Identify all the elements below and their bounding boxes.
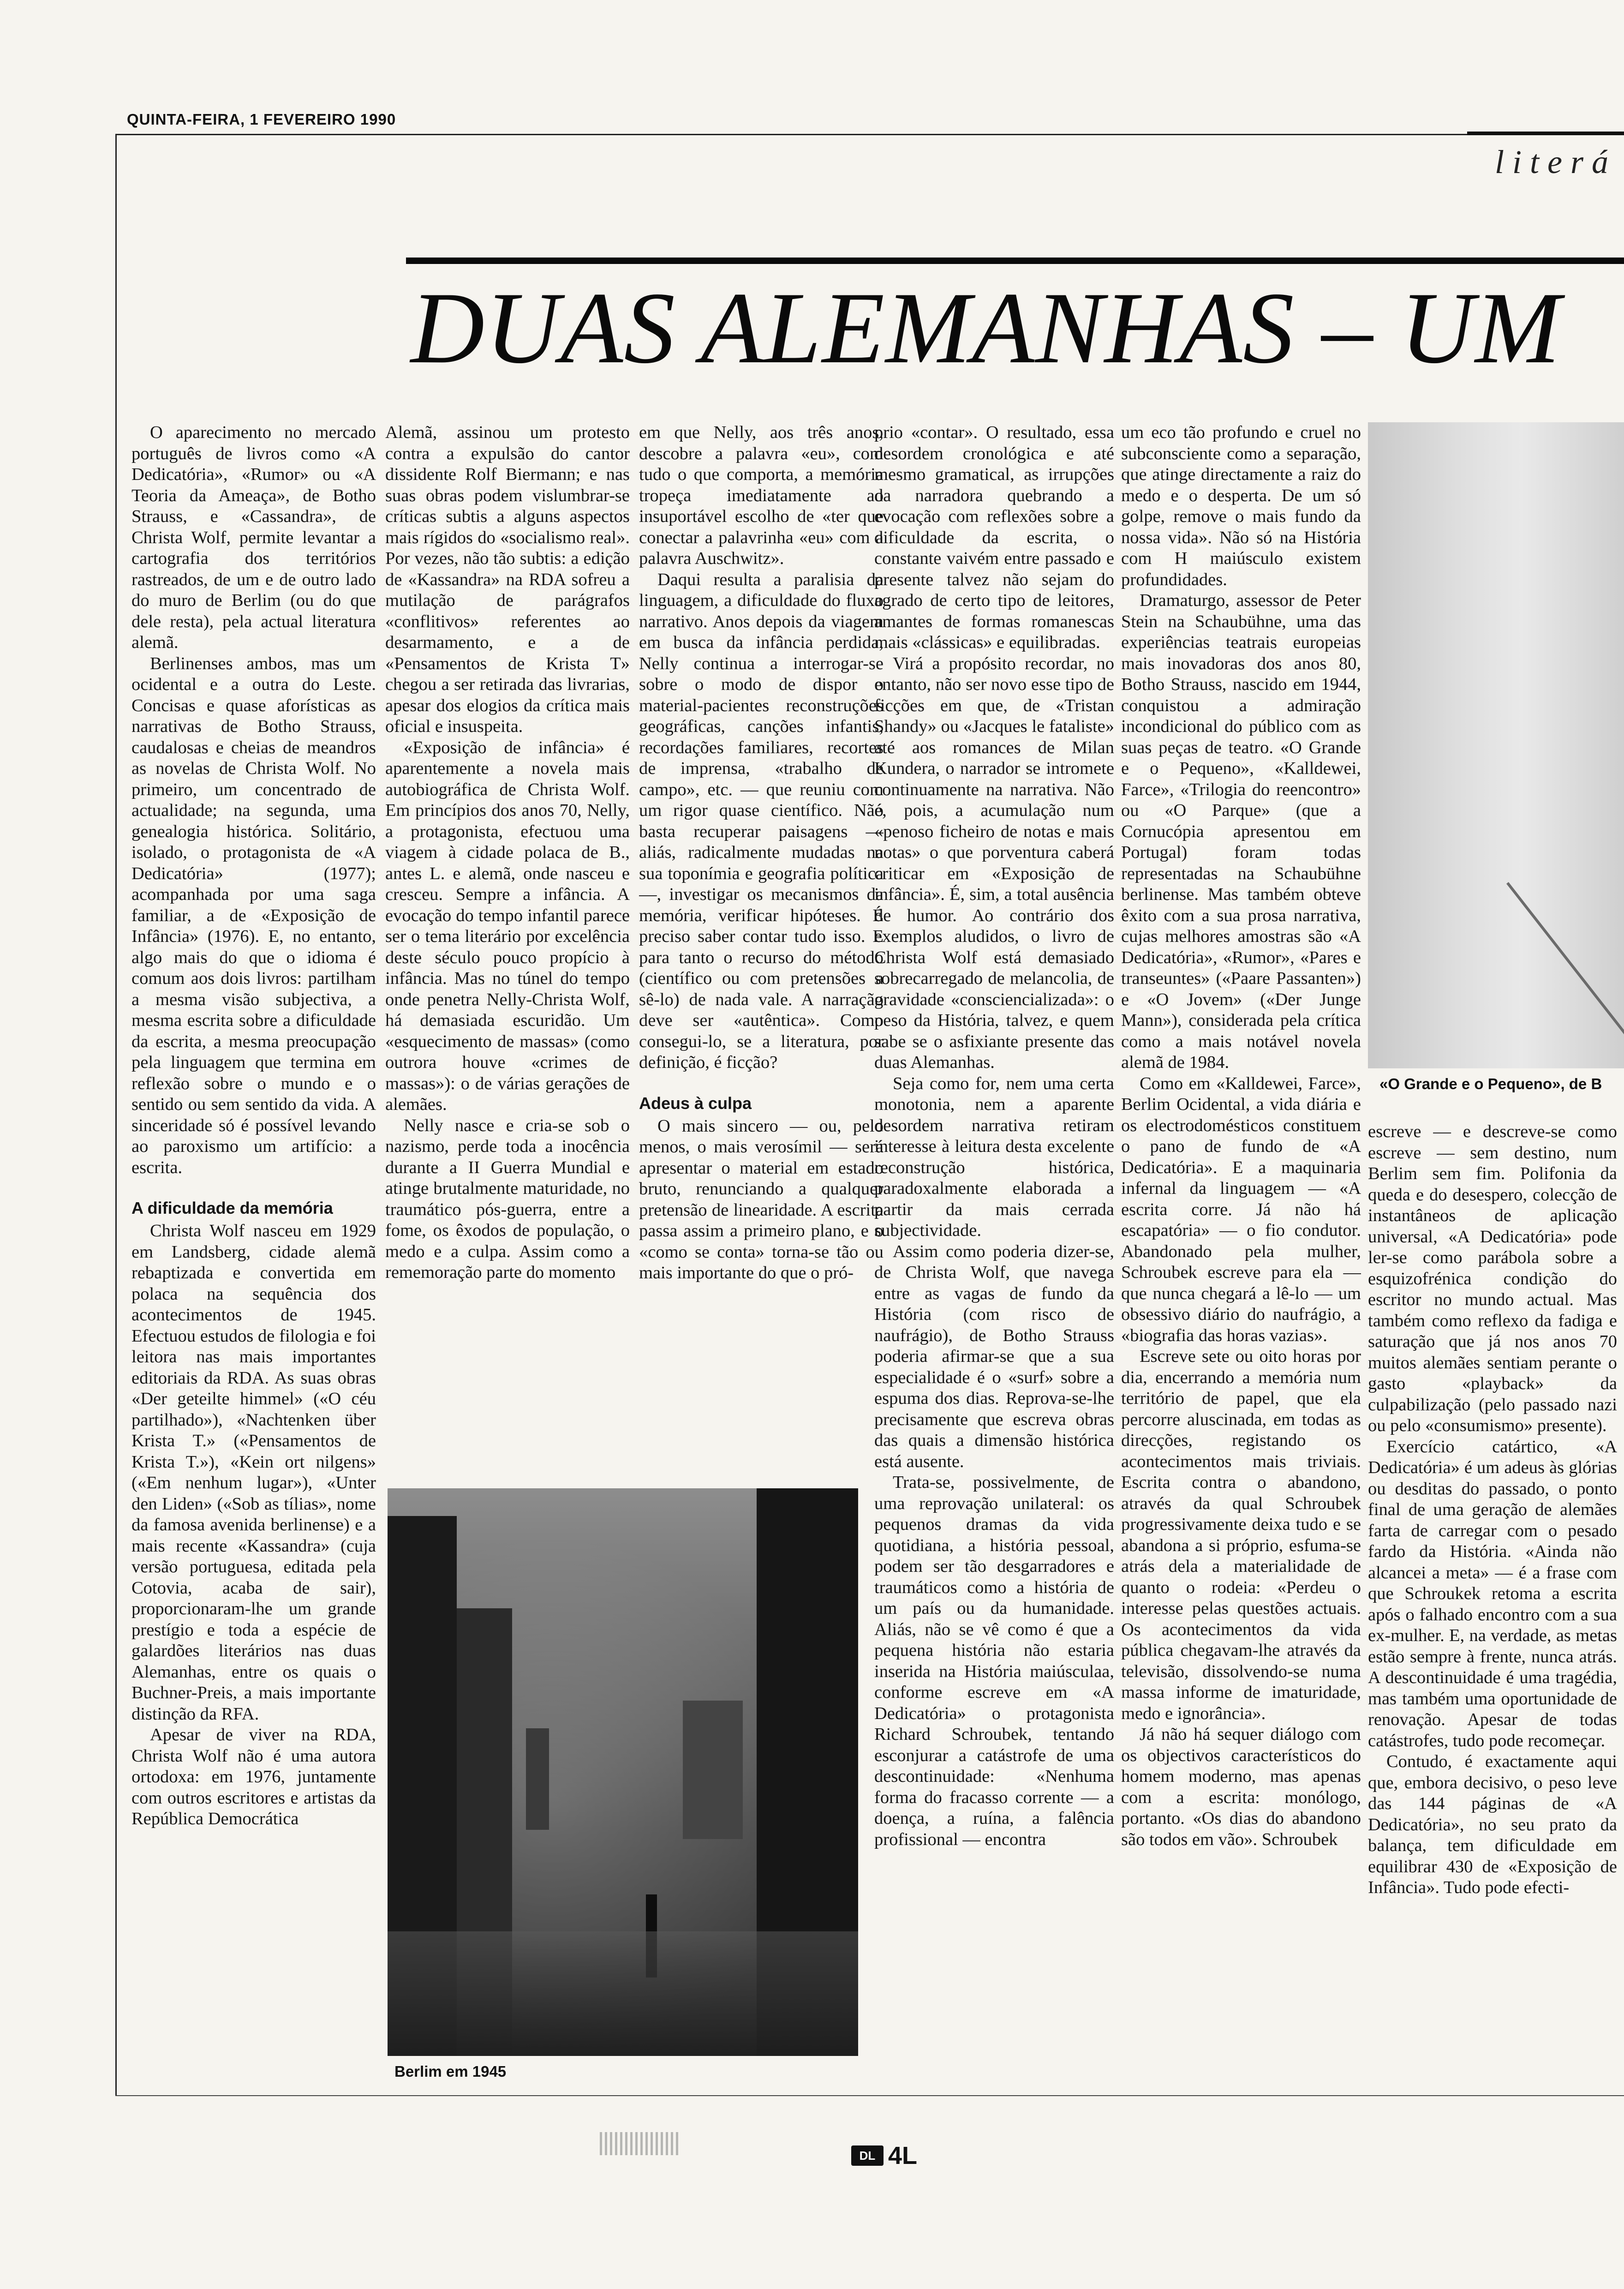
paragraph: Como em «Kalldewei, Farce», Berlim Ocidental, a vida diária e os electrodomésticos constituem o pano de fundo de «A Dedicatória». E a maquinaria infernal da linguagem — «A escrita corre. Já não há escapatória» — o fio condutor. Abandonado pela mulher, Schroubek escreve para ela — que nunca chegará a lê-lo — um obsessivo diário do naufrágio, a «biografia das horas vazias». <box>1121 1073 1361 1345</box>
publication-logo: DL <box>851 2145 884 2166</box>
left-rule <box>115 134 117 2095</box>
top-rule <box>115 134 1624 135</box>
print-smudge <box>600 2132 678 2155</box>
photo-caption: Berlim em 1945 <box>394 2063 507 2080</box>
paragraph: Dramaturgo, assessor de Peter Stein na Schaubühne, uma das experiências teatrais europeias mais inovadoras dos anos 80, Botho Strauss, nascido em 1944, conquistou a admiração incondicional do público com as suas peças de teatro. «O Grande e o Pequeno», «Kalldewei, Farce», «Trilogia do reencontro» ou «O Parque» (que a Cornucópia apresentou em Portugal) foram todas representadas na Schaubühne berlinense. Mas também obteve êxito com a sua prosa narrativa, cujas melhores amostras são «A Dedicatória», «Rumor», «Pares e transeuntes» («Paare Passanten») e «O Jovem» («Der Junge Mann»), considerada pela crítica como a mais notável novela alemã de 1984. <box>1121 591 1361 1072</box>
paragraph: em que Nelly, aos três anos, descobre a palavra «eu», com tudo o que comporta, a memória tropeça imediatamente ao insuportável escolho de «ter que conectar a palavrinha «eu» com a palavra Auschwitz». <box>639 423 884 568</box>
paragraph: Daqui resulta a paralisia da linguagem, a dificuldade do fluxo narrativo. Anos depois da viagem em busca da infância perdida, Nelly continua a interrogar-se sobre o modo de dispor o material-pacientes reconstruções geográficas, canções infantis, recordações familiares, recortes de imprensa, «trabalho de campo», etc. — que reuniu com um rigor quase científico. Não basta recuperar paisagens — aliás, radicalmente mudadas na sua toponímia e geografia política —, investigar os mecanismos da memória, verificar hipóteses. É preciso saber contar tudo isso. E para tanto o recurso do método (científico ou com pretensões a sê-lo) de nada vale. A narração deve ser «autêntica». Como consegui-lo, se a literatura, por definição, é ficção? <box>639 569 884 1072</box>
paragraph: Alemã, assinou um protesto contra a expulsão do cantor dissidente Rolf Biermann; e nas suas obras podem vislumbrar-se críticas subtis a alguns aspectos mais rígidos do «socialismo real». Por vezes, não tão subtis: a edição de «Kassandra» na RDA sofreu a mutilação de parágrafos «conflitivos» referentes ao desarmamento, e a de «Pensamentos de Krista T» chegou a ser retirada das livrarias, apesar dos elogios da crítica mais oficial e insuspeita. <box>385 423 630 736</box>
page-number: 4L <box>888 2142 918 2169</box>
subheading: Adeus à culpa <box>639 1093 752 1113</box>
theatre-photo <box>1368 422 1624 1068</box>
article-column-3 <box>639 422 884 1479</box>
paragraph: Berlinenses ambos, mas um ocidental e a outra do Leste. Concisas e quase aforísticas as narrativas de Botho Strauss, caudalosas e cheias de meandros as novelas de Christa Wolf. No primeiro, um concentrado de actualidade; na segunda, uma genealogia histórica. Solitário, isolado, o protagonista de «A Dedicatória» (1977); acompanhada por uma saga familiar, a de «Exposição de Infância» (1976). E, no entanto, algo mais do que o idioma é comum aos dois livros: partilham a mesma visão subjectiva, a mesma escrita sobre a dificuldade da escrita, a mesma preocupação pela linguagem que termina em reflexão sobre o mundo e o sentido ou sem sentido da vida. A sinceridade só é possível levando ao paroxismo um artifício: a escrita. <box>131 653 376 1177</box>
paragraph: Christa Wolf nasceu em 1929 em Landsberg, cidade alemã rebaptizada e convertida em polaca na sequência dos acontecimentos de 1945. Efectuou estudos de filologia e foi leitora nas mais importantes editoriais da RDA. As suas obras «Der geteilte himmel» («O céu partilhado»), «Nachtenken über Krista T.» («Pensamentos de Krista T.»), «Kein ort nilgens» («Em nenhum lugar»), «Unter den Liden» («Sob as tílias», nome da famosa avenida berlinense) e a mais recente «Kassandra» (cuja versão portuguesa, editada pela Cotovia, acaba de sair), proporcionaram-lhe um grande prestígio e toda a espécie de galardões literários nas duas Alemanhas, entre os quais o Buchner-Preis, a mais importante distinção da RFA. <box>131 1221 376 1724</box>
berlin-1945-photo <box>388 1488 858 2056</box>
paragraph: Apesar de viver na RDA, Christa Wolf não é uma autora ortodoxa: em 1976, juntamente com outros escritores e artistas da República Democrática <box>131 1725 376 1828</box>
paragraph: O mais sincero — ou, pelo menos, o mais verosímil — será apresentar o material em estado bruto, renunciando a qualquer pretensão de linearidade. A escrita passa assim a primeiro plano, e o «como se conta» torna-se tão ou mais importante do que o pró- <box>639 1116 884 1282</box>
paragraph: Já não há sequer diálogo com os objectivos característicos do homem moderno, mas apenas com a escrita: monólogo, portanto. «Os dias do abandono são todos em vão». Schroubek <box>1121 1725 1361 1849</box>
paragraph: Escreve sete ou oito horas por dia, encerrando a memória num território de papel, que ela percorre aluscinada, em todas as direcções, registando os acontecimentos mais triviais. Escrita contra o abandono, através da qual Schroubek progressivamente deixa tudo e se abandona a si próprio, esfuma-se atrás dela a materialidade de quanto o rodeia: «Perdeu o interesse pelas questões actuais. Os acontecimentos da vida pública chegavam-lhe através da televisão, dissolvendo-se numa massa informe de imaturidade, medo e ignorância». <box>1121 1347 1361 1723</box>
paragraph: prio «contar». O resultado, essa desordem cronológica e até mesmo gramatical, as irrupções da narradora quebrando a evocação com reflexões sobre a dificuldade da escrita, o constante vaivém entre passado e presente talvez não sejam do agrado de certo tipo de leitores, amantes de formas romanescas mais «clássicas» e equilibradas. <box>874 423 1114 652</box>
section-label: literá <box>1495 144 1617 180</box>
paragraph: um eco tão profundo e cruel no subconsciente como a separação, que atinge directamente a raiz do medo e o desperta. De um só golpe, remove o mais fundo da nossa vida». Não só na História com H maiúsculo existem profundidades. <box>1121 423 1361 589</box>
paragraph: O aparecimento no mercado português de livros como «A Dedicatória», «Rumor» ou «A Teoria da Ameaça», de Botho Strauss, e «Cassandra», de Christa Wolf, permite levantar a cartografia dos territórios rastreados, de um e de outro lado do muro de Berlim (ou do que dele resta), pela actual literatura alemã. <box>131 423 376 652</box>
article-column-4 <box>874 422 1114 2079</box>
paragraph: «Exposição de infância» é aparentemente a novela mais autobiográfica de Christa Wolf. Em princípios dos anos 70, Nelly, a protagonista, efectuou uma viagem à cidade polaca de B., antes L. e alemã, onde nasceu e cresceu. Sempre a infância. A evocação do tempo infantil parece ser o tema literário por excelência deste século pouco propício à infância. Mas no túnel do tempo onde penetra Nelly-Christa Wolf, há demasiada escuridão. Um «esquecimento de massas» (como outrora houve «crimes de massas»): o de várias gerações de alemães. <box>385 737 630 1114</box>
headline-rule <box>406 258 1624 264</box>
paragraph: escreve — e descreve-se como escreve — sem destino, num Berlim sem fim. Polifonia da queda e do desespero, colecção de instantâneos de aplicação universal, «A Dedicatória» pode ler-se como parábola sobre a esquizofrénica condição do escritor no mundo actual. Mas também como reflexo da fadiga e saturação que já nos anos 70 muitos alemães sentiam perante o gasto «playback» da culpabilização (pelo passado nazi ou pelo «consumismo» presente). <box>1368 1122 1617 1435</box>
paragraph: Assim como poderia dizer-se, de Christa Wolf, que navega entre as vagas de fundo da História (com risco de naufrágio), de Botho Strauss poderia afirmar-se que a sua especialidade é o «surf» sobre a espuma dos dias. Reprova-se-lhe precisamente que escreva obras das quais a dimensão histórica está ausente. <box>874 1241 1114 1471</box>
article-column-1 <box>131 422 376 2079</box>
page-folio <box>851 2141 917 2170</box>
article-column-2 <box>385 422 630 1479</box>
subheading: A dificuldade da memória <box>131 1198 333 1217</box>
page-dateline: QUINTA-FEIRA, 1 FEVEREIRO 1990 <box>127 111 396 128</box>
paragraph: Exercício catártico, «A Dedicatória» é um adeus às glórias ou desditas do passado, o ponto final de uma geração de alemães farta de carregar com o pesado fardo da História. «Ainda não alcancei a meta» — é a frase com que Schroukek retoma a escrita após o falhado encontro com a sua ex-mulher. E, na verdade, as metas estão sempre à frente, nunca atrás. A descontinuidade é uma tragédia, mas também uma oportunidade de renovação. Apesar de todas catástrofes, tudo pode recomeçar. <box>1368 1437 1617 1750</box>
section-rule <box>1467 132 1624 135</box>
article-column-5 <box>1121 422 1361 2079</box>
paragraph: Trata-se, possivelmente, de uma reprovação unilateral: os pequenos dramas da vida quotidiana, a história pessoal, podem ser tão desgarradores e traumáticos como a história de um país ou da humanidade. Aliás, não se vê como é que a pequena história não estaria inserida na História maiúsculaa, conforme escreve em «A Dedicatória» o protagonista Richard Schroubek, tentando esconjurar a catástrofe de uma descontinuidade: «Nenhuma forma do fracasso corrente — a doença, a ruína, a falência profissional — encontra <box>874 1473 1114 1849</box>
paragraph: Virá a propósito recordar, no entanto, não ser novo esse tipo de ficções em que, de «Tristan Shandy» ou «Jacques le fataliste» até aos romances de Milan Kundera, o narrador se intromete continuamente na narrativa. Não é, pois, a acumulação num «penoso ficheiro de notas e mais notas» o que porventura caberá criticar em «Exposição de infância». É, sim, a total ausência de humor. Ao contrário dos exemplos aludidos, o livro de Christa Wolf está demasiado sobrecarregado de melancolia, de gravidade «consciencializada»: o peso da História, talvez, e quem sabe se o asfixiante presente das duas Alemanhas. <box>874 653 1114 1072</box>
paragraph: Contudo, é exactamente aqui que, embora decisivo, o peso leve das 144 páginas de «A Dedicatória», no seu prato da balança, tem dificuldade em equilibrar 430 de «Exposição de Infância». Tudo pode efecti- <box>1368 1752 1617 1897</box>
bottom-rule <box>115 2095 1624 2096</box>
photo-caption: «O Grande e o Pequeno», de B <box>1379 1075 1602 1092</box>
paragraph: Nelly nasce e cria-se sob o nazismo, perde toda a inocência durante a II Guerra Mundial e atinge brutalmente maturidade, no traumático pós-guerra, entre a fome, os êxodos de população, o medo e a culpa. Assim como a rememoração parte do momento <box>385 1115 630 1282</box>
paragraph: Seja como for, nem uma certa monotonia, nem a aparente desordem narrativa retiram interesse à leitura desta excelente reconstrução histórica, paradoxalmente elaborada a partir da mais cerrada subjectividade. <box>874 1073 1114 1240</box>
article-column-6 <box>1368 1121 1617 2079</box>
article-headline: DUAS ALEMANHAS – UM <box>411 271 1562 385</box>
